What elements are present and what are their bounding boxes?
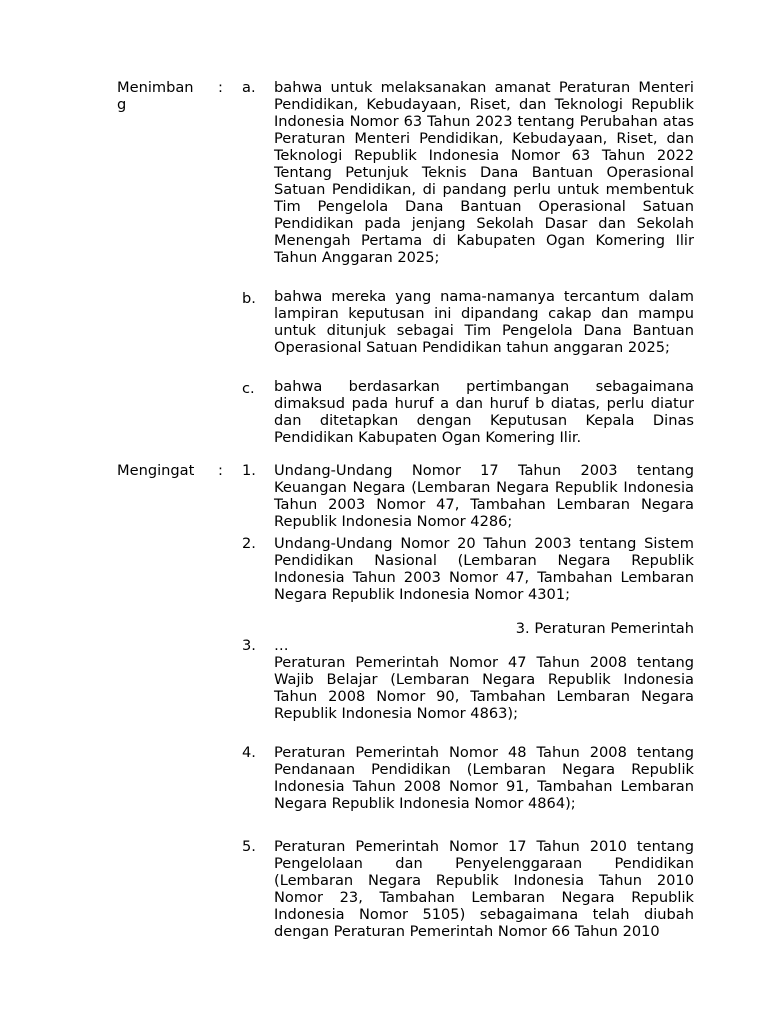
item-marker: 3. — [242, 637, 256, 654]
legal-basis-item-5: Peraturan Pemerintah Nomor 17 Tahun 2010 tentang Pengelolaan dan Penyelenggaraan Pendidikan (Lembaran Negara Republik Indonesia Tahun 2010 Nomor 23, Tambahan Lembaran Negara Republik Indonesia Nomor 5105) sebagaimana telah diubah dengan Peraturan Pemerintah Nomor 66 Tahun 2010 — [274, 838, 694, 940]
legal-basis-item-2: Undang-Undang Nomor 20 Tahun 2003 tentang Sistem Pendidikan Nasional (Lembaran Negara Republik Indonesia Tahun 2003 Nomor 47, Tambahan Lembaran Negara Republik Indonesia Nomor 4301; — [274, 535, 694, 603]
item-marker: b. — [242, 290, 256, 307]
item-marker: 1. — [242, 462, 256, 479]
section-colon: : — [218, 462, 223, 479]
legal-basis-item-3: Peraturan Pemerintah Nomor 47 Tahun 2008 tentang Wajib Belajar (Lembaran Negara Republik Indonesia Tahun 2008 Nomor 90, Tambahan Lembaran Negara Republik Indonesia Nomor 4863); — [274, 654, 694, 722]
section-label-menimbang: Menimbang — [117, 79, 194, 113]
section-colon: : — [218, 79, 223, 96]
item-marker: 2. — [242, 535, 256, 552]
legal-basis-item-3-ellipsis: … — [274, 637, 289, 654]
item-marker: c. — [242, 380, 255, 397]
legal-basis-item-4: Peraturan Pemerintah Nomor 48 Tahun 2008 tentang Pendanaan Pendidikan (Lembaran Negara Republik Indonesia Tahun 2008 Nomor 91, Tambahan Lembaran Negara Republik Indonesia Nomor 4864); — [274, 744, 694, 812]
item-marker: 4. — [242, 744, 256, 761]
consideration-item-c: bahwa berdasarkan pertimbangan sebagaimana dimaksud pada huruf a dan huruf b diatas, perlu diatur dan ditetapkan dengan Keputusan Kepala Dinas Pendidikan Kabupaten Ogan Komering Ilir. — [274, 378, 694, 446]
legal-basis-item-1: Undang-Undang Nomor 17 Tahun 2003 tentang Keuangan Negara (Lembaran Negara Republik Indonesia Tahun 2003 Nomor 47, Tambahan Lembaran Negara Republik Indonesia Nomor 4286; — [274, 462, 694, 530]
consideration-item-a: bahwa untuk melaksanakan amanat Peraturan Menteri Pendidikan, Kebudayaan, Riset, dan Teknologi Republik Indonesia Nomor 63 Tahun 2023 tentang Perubahan atas Peraturan Menteri Pendidikan, Kebudayaan, Riset, dan Teknologi Republik Indonesia Nomor 63 Tahun 2022 Tentang Petunjuk Teknis Dana Bantuan Operasional Satuan Pendidikan, di pandang perlu untuk membentuk Tim Pengelola Dana Bantuan Operasional Satuan Pendidikan pada jenjang Sekolah Dasar dan Sekolah Menengah Pertama di Kabupaten Ogan Komering Ilir Tahun Anggaran 2025; — [274, 79, 694, 266]
item-marker: a. — [242, 79, 256, 96]
continuation-note: 3. Peraturan Pemerintah — [515, 620, 694, 637]
consideration-item-b: bahwa mereka yang nama-namanya tercantum dalam lampiran keputusan ini dipandang cakap dan mampu untuk ditunjuk sebagai Tim Pengelola Dana Bantuan Operasional Satuan Pendidikan tahun anggaran 2025; — [274, 288, 694, 356]
section-label-mengingat: Mengingat — [117, 462, 195, 479]
item-marker: 5. — [242, 838, 256, 855]
